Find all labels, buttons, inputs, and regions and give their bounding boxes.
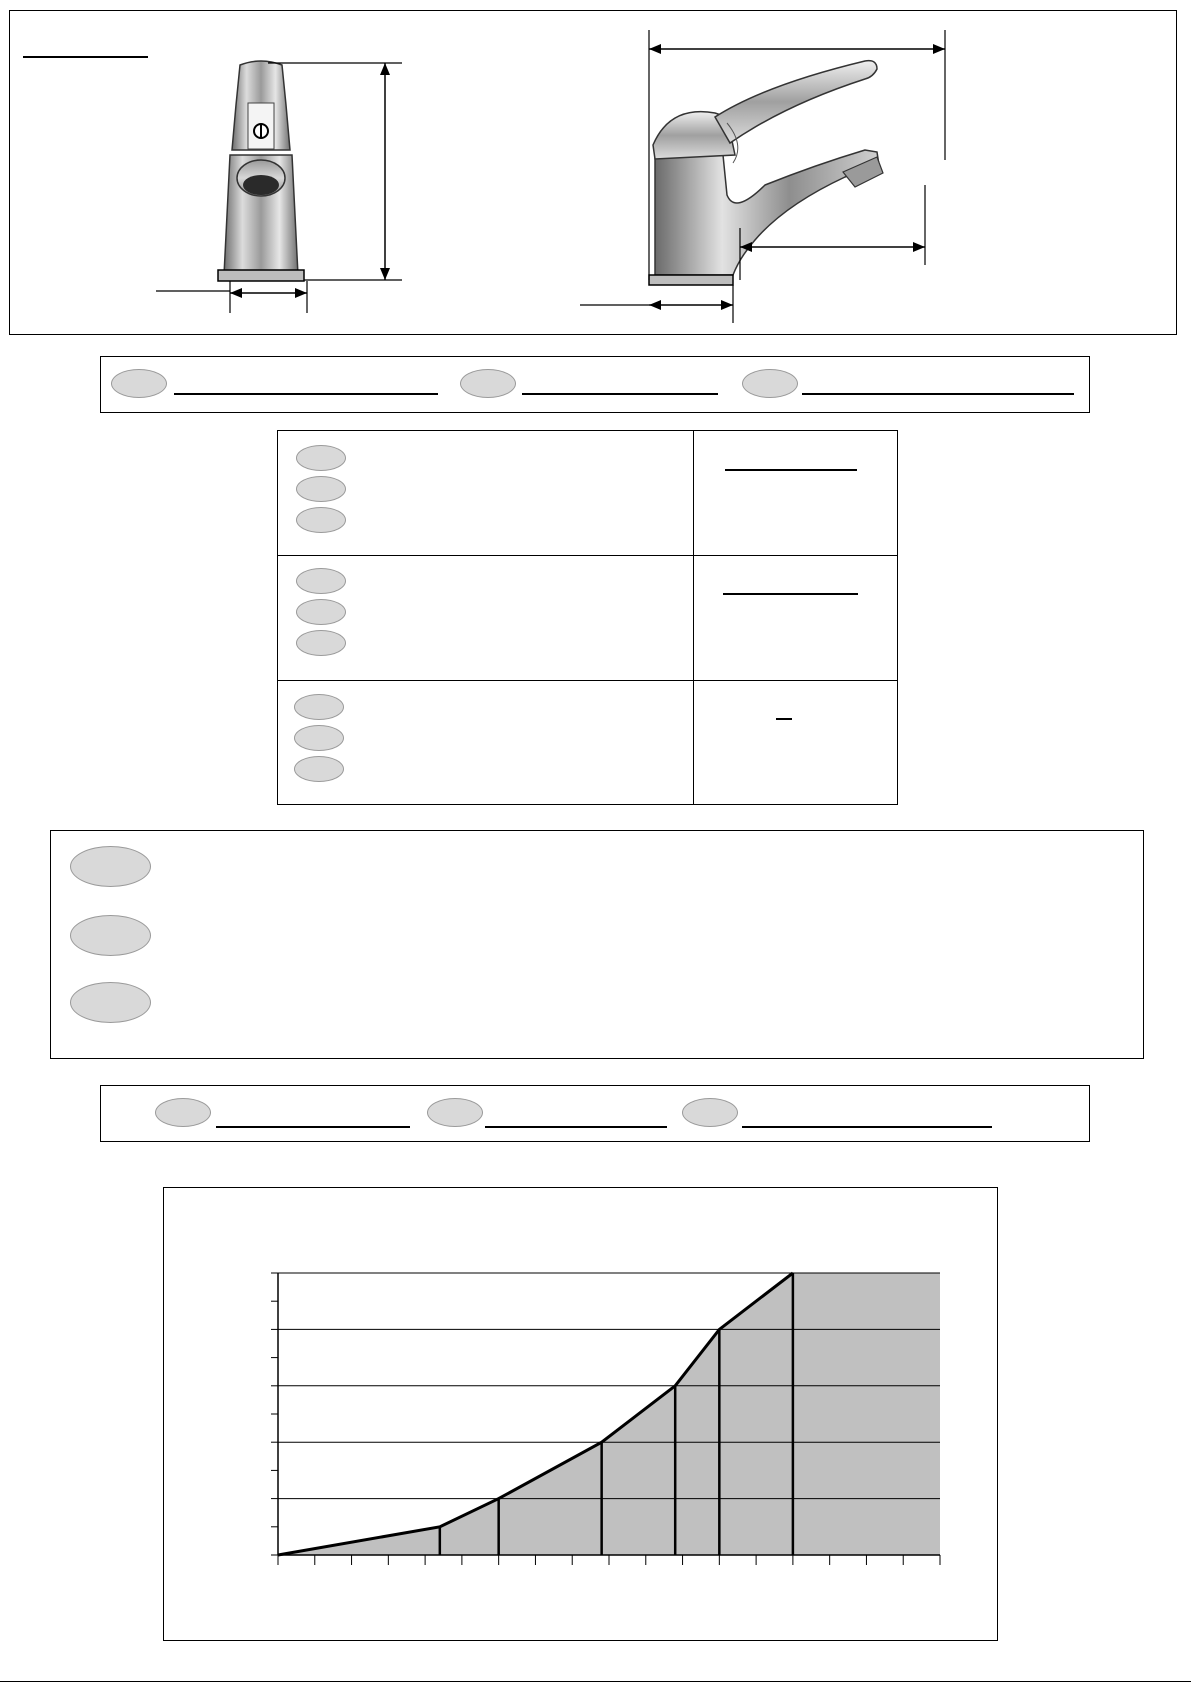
page-bottom-rule bbox=[0, 1681, 1191, 1682]
chart-area-fill bbox=[278, 1273, 940, 1555]
